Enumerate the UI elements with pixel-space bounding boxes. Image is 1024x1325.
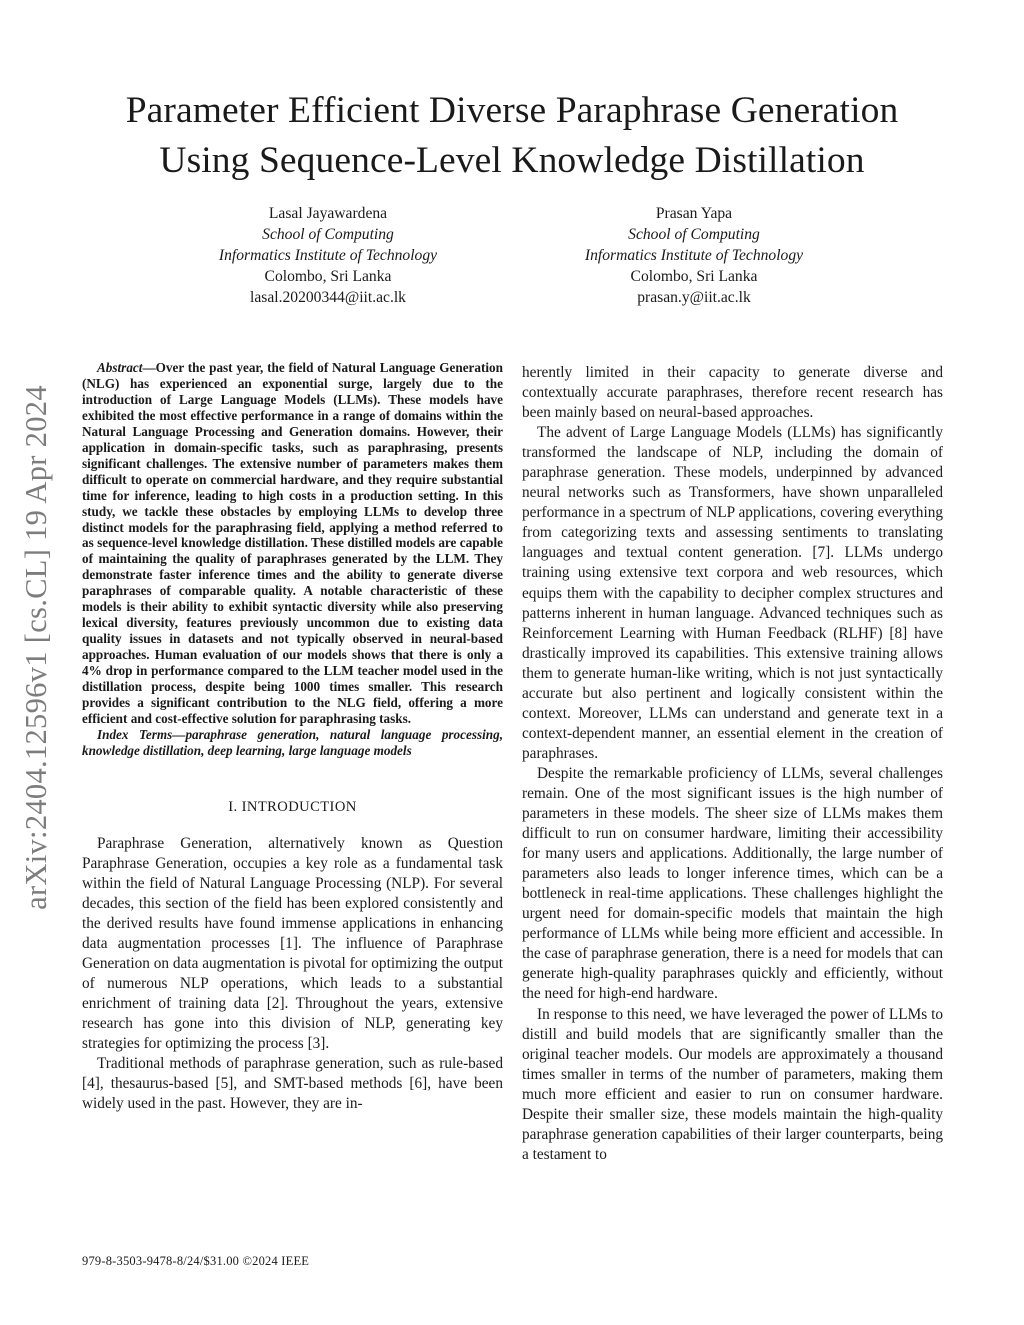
- arxiv-identifier-text[interactable]: arXiv:2404.12596v1 [cs.CL] 19 Apr 2024: [18, 385, 53, 910]
- intro-paragraph-3: The advent of Large Language Models (LLMs) has significantly transformed the landscape of NLP, including the domain of paraphrase generation. These models, underpinned by advanced neural networks such as Transformers, have shown unparalleled performance in a spectrum of NLP applications, covering everything from categorizing texts and assessing sentiments to translating languages and textual content generation. [7]. LLMs undergo training using extensive text corpora and web resources, which equips them with the capability to decipher complex structures and patterns inherent in human language. Advanced techniques such as Reinforcement Learning with Human Feedback (RLHF) [8] have drastically improved its capabilities. This extensive training allows them to generate human-like writing, which is not just syntactically accurate but also pertinent and logically consistent within the context. Moreover, LLMs can understand and generate text in a context-dependent manner, an essential element in the creation of paraphrases.: [522, 424, 943, 762]
- author-department: School of Computing: [628, 226, 760, 243]
- author-block-1: [148, 203, 508, 308]
- left-column: [82, 360, 503, 1114]
- author-email[interactable]: lasal.20200344@iit.ac.lk: [250, 289, 406, 306]
- intro-paragraph-1: Paraphrase Generation, alternatively known as Question Paraphrase Generation, occupies a key role as a fundamental task within the field of Natural Language Processing (NLP). For several decades, this section of the field has been explored consistently and the derived results have found immense applications in enhancing data augmentation processes [1]. The influence of Paraphrase Generation on data augmentation is pivotal for optimizing the output of numerous NLP operations, which leads to a substantial enrichment of training data [2]. Throughout the years, extensive research has gone into this division of NLP, generating key strategies for optimizing the process [3].: [82, 834, 503, 1053]
- abstract-text: —Over the past year, the field of Natural Language Generation (NLG) has experienced an exponential surge, largely due to the introduction of Large Language Models (LLMs). These models have exhibited the most effective performance in a range of domains within the Natural Language Processing and Generation domains. However, their application in domain-specific tasks, such as paraphrasing, presents significant challenges. The extensive number of parameters makes them difficult to operate on commercial hardware, and they require substantial time for inference, leading to high costs in a production setting. In this study, we tackle these obstacles by employing LLMs to develop three distinct models for the paraphrasing field, applying a method referred to as sequence-level knowledge distillation. These distilled models are capable of maintaining the quality of paraphrases generated by the LLM. They demonstrate faster inference times and the ability to generate diverse paraphrases of comparable quality. A notable characteristic of these models is their ability to exhibit syntactic diversity while also preserving lexical diversity, features previously uncommon due to existing data quality issues in datasets and not typically observed in neural-based approaches. Human evaluation of our models shows that there is only a 4% drop in performance compared to the LLM teacher model used in the distillation process, despite being 1000 times smaller. This research provides a significant contribution to the NLG field, offering a more efficient and cost-effective solution for paraphrasing tasks.: [82, 360, 503, 726]
- abstract: [82, 360, 503, 727]
- author-block-2: [514, 203, 874, 308]
- index-terms: [82, 727, 503, 759]
- right-column: [522, 363, 943, 1165]
- intro-paragraph-2: Traditional methods of paraphrase generation, such as rule-based [4], thesaurus-based [5], and SMT-based methods [6], have been widely used in the past. However, they are in-: [82, 1055, 503, 1113]
- arxiv-identifier-stamp: [2, 350, 70, 945]
- author-department: School of Computing: [262, 226, 394, 243]
- abstract-label: Abstract: [97, 360, 143, 375]
- index-terms-label: Index Terms: [97, 726, 173, 742]
- copyright-footer: 979-8-3503-9478-8/24/$31.00 ©2024 IEEE: [82, 1254, 310, 1268]
- author-email[interactable]: prasan.y@iit.ac.lk: [637, 289, 751, 306]
- paper-title-line-2: Using Sequence-Level Knowledge Distillation: [159, 140, 865, 181]
- author-institution: Informatics Institute of Technology: [584, 247, 804, 264]
- section-number: I.: [228, 798, 242, 815]
- paper-title-line-1: Parameter Efficient Diverse Paraphrase Generation: [125, 90, 899, 131]
- author-name: Lasal Jayawardena: [268, 205, 388, 222]
- section-heading-introduction: [82, 799, 503, 816]
- section-title-rest: NTRODUCTION: [246, 798, 357, 815]
- intro-paragraph-5: In response to this need, we have leveraged the power of LLMs to distill and build models that are significantly smaller than the original teacher models. Our models are approximately a thousand times smaller in terms of the number of parameters, making them much more efficient and easier to run on consumer hardware. Despite their smaller size, these models maintain the high-quality paraphrase generation capabilities of their larger counterparts, being a testament to: [522, 1005, 943, 1163]
- section-title-initial: I: [241, 798, 247, 815]
- author-location: Colombo, Sri Lanka: [264, 268, 392, 285]
- index-terms-text: —paraphrase generation, natural language processing, knowledge distillation, deep learning, large language models: [82, 726, 503, 758]
- paper-title: [60, 86, 964, 186]
- author-location: Colombo, Sri Lanka: [630, 268, 758, 285]
- intro-paragraph-4: Despite the remarkable proficiency of LLMs, several challenges remain. One of the most significant issues is the high number of parameters in these models. The sheer size of LLMs makes them difficult to run on consumer hardware, limiting their accessibility for many users and applications. Additionally, the large number of parameters also leads to longer inference times, which can be a bottleneck in real-time applications. These challenges highlight the urgent need for domain-specific models that maintain the high performance of LLMs while being more efficient and accessible. In the case of paraphrase generation, there is a need for models that can generate high-quality paraphrases quickly and efficiently, without the need for high-end hardware.: [522, 764, 943, 1003]
- author-name: Prasan Yapa: [655, 205, 733, 222]
- intro-paragraph-continued: herently limited in their capacity to generate diverse and contextually accurate paraphrases, therefore recent research has been mainly based on neural-based approaches.: [522, 364, 943, 422]
- author-institution: Informatics Institute of Technology: [218, 247, 438, 264]
